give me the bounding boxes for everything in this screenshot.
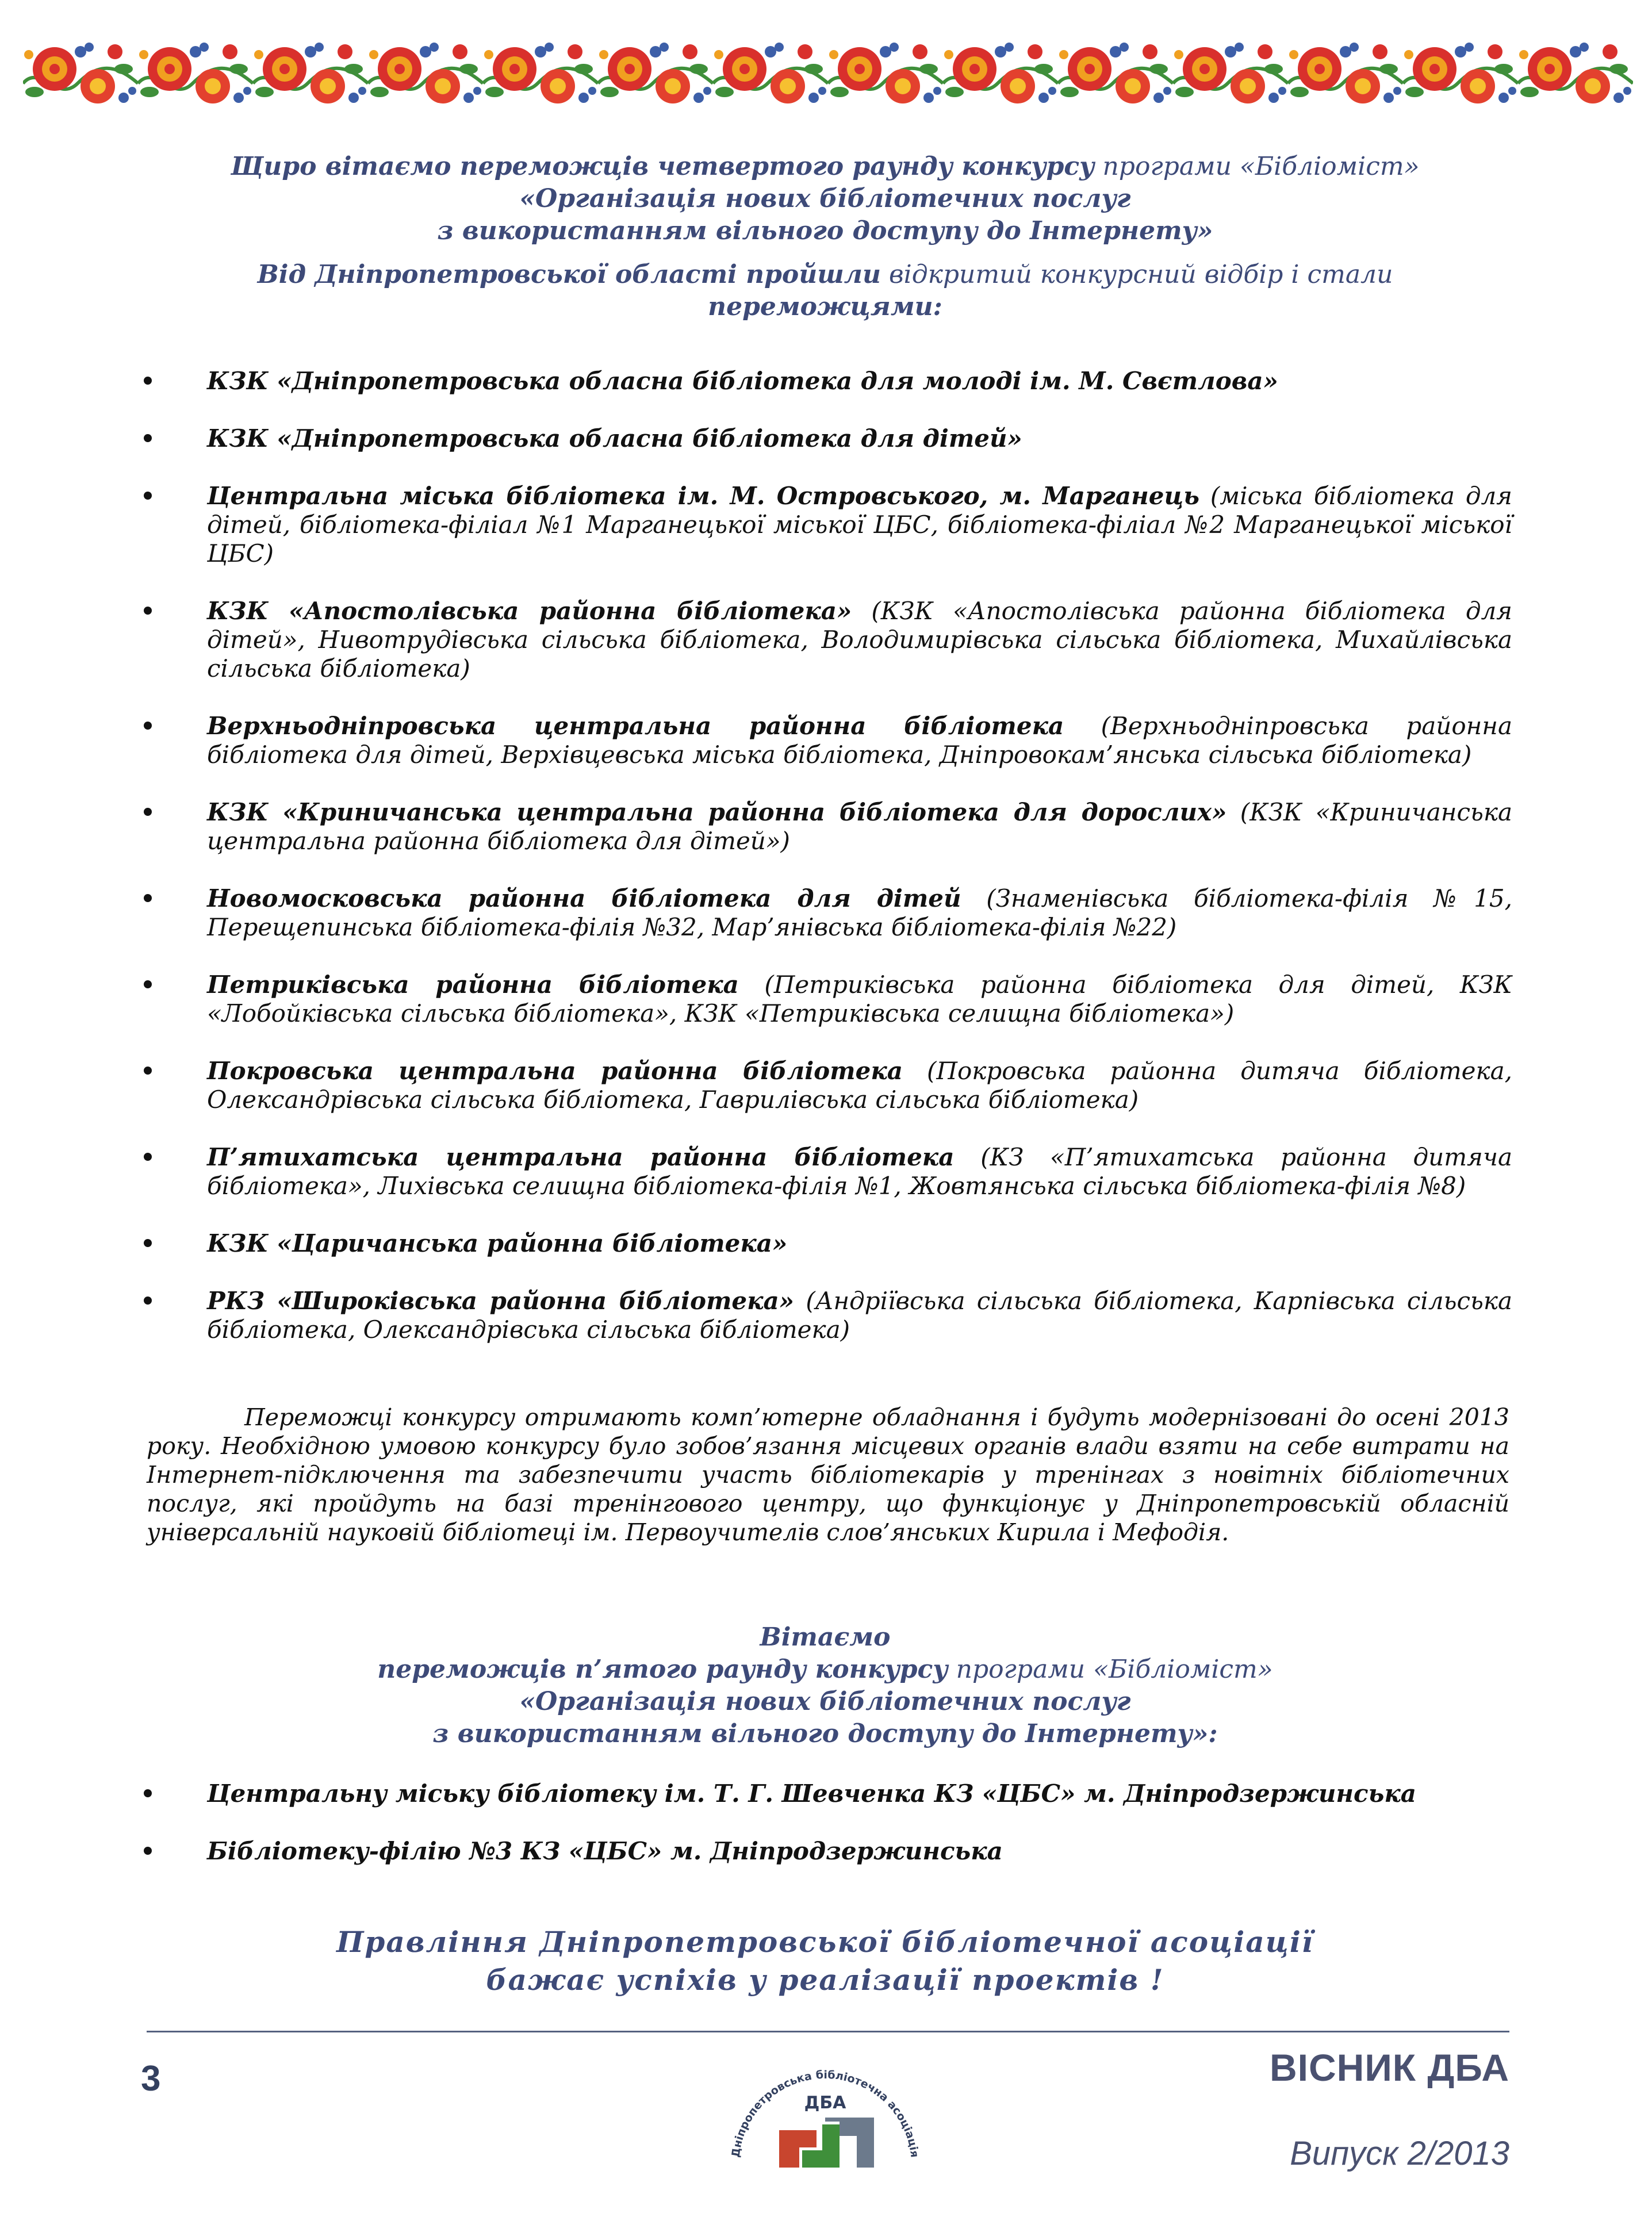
list-item	[144, 712, 1512, 769]
bullet-icon	[144, 377, 152, 385]
winner-name: Бібліотеку-філію №3 КЗ «ЦБС» м. Дніпродзержинська	[207, 1837, 1003, 1865]
winner-name: Центральну міську бібліотеку ім. Т. Г. Шевченка КЗ «ЦБС» м. Дніпродзержинська	[207, 1779, 1416, 1808]
winner-branches: (Верхньодніпровська районна бібліотека для дітей, Верхівцевська міська бібліотека, Дніпровокам’янська сільська бібліотека)	[207, 712, 1512, 769]
heading-line-1	[132, 151, 1518, 183]
bullet-icon	[144, 1067, 152, 1075]
bullet-icon	[144, 1789, 152, 1797]
list-item	[144, 1779, 1512, 1808]
round5-line-2	[132, 1654, 1518, 1686]
heading-line-2: «Організація нових бібліотечних послуг	[519, 184, 1131, 213]
journal-title: ВІСНИК ДБА	[1270, 2046, 1509, 2089]
winner-branches: (КЗ «П’ятихатська районна дитяча бібліотека», Лихівська селищна бібліотека-філія №1, Жовтянська сільська бібліотека-філія №8)	[207, 1143, 1512, 1200]
bullet-icon	[144, 722, 152, 730]
footer-divider	[147, 2031, 1509, 2032]
round5-program-text: програми «Бібліоміст»	[956, 1655, 1273, 1684]
list-item	[144, 1229, 1512, 1258]
bullet-icon	[144, 492, 152, 500]
list-item	[144, 1837, 1512, 1866]
page-number: 3	[141, 2059, 161, 2099]
library-association-logo	[716, 2044, 934, 2182]
winner-branches: (міська бібліотека для дітей, бібліотека-філіал №1 Марганецької міської ЦБС, бібліотека-філіал №2 Марганецької міської ЦБС)	[207, 482, 1512, 567]
logo-circular-text: Дніпропетровська бібліотечна асоціація	[729, 2068, 921, 2158]
list-item	[144, 367, 1512, 396]
round5-line-1: Вітаємо	[760, 1623, 891, 1652]
bullet-icon	[144, 434, 152, 442]
issue-number: Випуск 2/2013	[1290, 2135, 1509, 2172]
round5-heading	[132, 1621, 1518, 1750]
winner-branches: (Покровська районна дитяча бібліотека, Олександрівська сільська бібліотека, Гаврилівська сільська бібліотека)	[207, 1057, 1513, 1114]
round4-heading	[132, 151, 1518, 323]
winner-name: П’ятихатська центральна районна бібліотека	[207, 1143, 955, 1171]
winner-branches: (Андріївська сільська бібліотека, Карпівська сільська бібліотека, Олександрівська сільська бібліотека)	[207, 1287, 1512, 1344]
list-item	[144, 482, 1512, 568]
round5-congrats-text: переможців п’ятого раунду конкурсу	[377, 1655, 948, 1684]
winner-name: Новомосковська районна бібліотека для дітей	[207, 884, 961, 912]
winner-name: КЗК «Криничанська центральна районна бібліотека для дорослих»	[207, 798, 1227, 826]
winner-branches: (Знаменівська бібліотека-філія №15, Перещепинська бібліотека-філія №32, Мар’янівська бібліотека-філія №22)	[207, 884, 1513, 941]
bullet-icon	[144, 1847, 152, 1855]
list-item	[144, 971, 1512, 1028]
winner-name: Покровська центральна районна бібліотека	[207, 1057, 903, 1085]
round5-line-4: з використанням вільного доступу до Інтернету»:	[432, 1719, 1218, 1748]
round4-winners-list	[144, 367, 1512, 1373]
winner-name: Центральна міська бібліотека ім. М. Островського, м. Марганець	[207, 482, 1199, 510]
bullet-icon	[144, 1153, 152, 1161]
winner-name: КЗК «Царичанська районна бібліотека»	[207, 1229, 788, 1257]
heading-program-text: програми «Бібліоміст»	[1102, 152, 1420, 181]
list-item	[144, 597, 1512, 683]
closing-wish	[132, 1923, 1518, 1999]
floral-ornament-border	[23, 29, 1633, 121]
list-item	[144, 884, 1512, 942]
bullet-icon	[144, 1297, 152, 1305]
conditions-paragraph: Переможці конкурсу отримають комп’ютерне обладнання і будуть модернізовані до осені 2013 року. Необхідною умовою конкурсу було зобов’язання місцевих органів влади взяти на себе витрати на Інтернет-підключення та забезпечити участь бібліотекарів у тренінгах з новітніх бібліотечних послуг, які пройдуть на базі тренінгового центру, що функціонує у Дніпропетровській обласній універсальній науковій бібліотеці ім. Первоучителів слов’янських Кирила і Мефодія.	[147, 1403, 1509, 1546]
winner-name: КЗК «Апостолівська районна бібліотека»	[207, 597, 852, 625]
winner-branches: (КЗК «Апостолівська районна бібліотека для дітей», Нивотрудівська сільська бібліотека, Володимирівська сільська бібліотека, Михайлівська сільська бібліотека)	[207, 597, 1512, 682]
bullet-icon	[144, 808, 152, 816]
list-item	[144, 1143, 1512, 1200]
bullet-icon	[144, 894, 152, 902]
winner-name: КЗК «Дніпропетровська обласна бібліотека для молоді ім. М. Свєтлова»	[207, 367, 1278, 395]
round5-winners-list	[144, 1779, 1512, 1894]
winner-branches: (Петриківська районна бібліотека для дітей, КЗК «Лобойківська сільська бібліотека», КЗК «Петриківська селищна бібліотека»)	[207, 971, 1512, 1027]
winner-name: Петриківська районна бібліотека	[207, 971, 739, 999]
heading-line-3: з використанням вільного доступу до Інтернету»	[437, 216, 1213, 246]
winner-name: Верхньодніпровська центральна районна бібліотека	[207, 712, 1064, 740]
winner-name: РКЗ «Широківська районна бібліотека»	[207, 1287, 795, 1315]
heading-line-5: переможцями:	[708, 292, 942, 321]
bullet-icon	[144, 980, 152, 988]
bullet-icon	[144, 1239, 152, 1247]
list-item	[144, 1287, 1512, 1344]
closing-line-2: бажає успіхів у реалізації проектів !	[486, 1963, 1164, 1997]
heading-congrats-text: Щиро вітаємо переможців четвертого раунду конкурсу	[231, 152, 1095, 181]
round5-line-3: «Організація нових бібліотечних послуг	[519, 1687, 1131, 1716]
list-item	[144, 424, 1512, 453]
list-item	[144, 1057, 1512, 1114]
winner-name: КЗК «Дніпропетровська обласна бібліотека для дітей»	[207, 424, 1022, 452]
closing-line-1: Правління Дніпропетровської бібліотечної асоціації	[336, 1925, 1314, 1959]
heading-selection-text: відкритий конкурсний відбір і стали	[889, 260, 1393, 289]
winner-branches: (КЗК «Криничанська центральна районна бібліотека для дітей»)	[207, 798, 1512, 855]
bullet-icon	[144, 607, 152, 615]
list-item	[144, 798, 1512, 856]
heading-region-text: Від Дніпропетровської області пройшли	[257, 260, 881, 289]
logo-abbreviation: ДБА	[804, 2093, 846, 2113]
heading-line-4	[132, 259, 1518, 291]
